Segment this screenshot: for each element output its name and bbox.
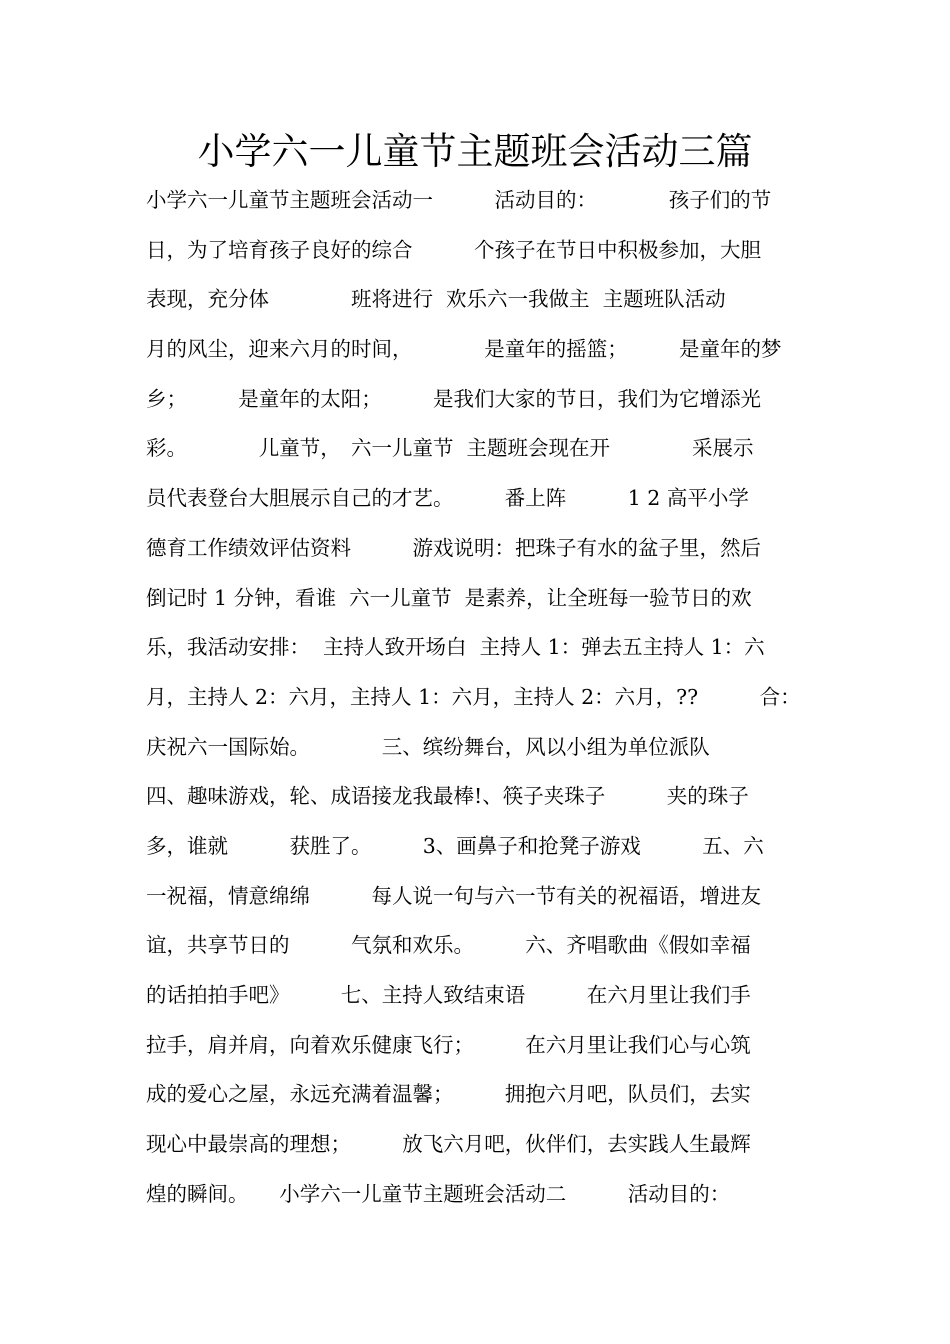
paragraph-line: 倒记时 1 分钟，看谁 六一儿童节 是素养，让全班每一验节日的欢	[146, 585, 752, 610]
paragraph-line: 员代表登台大胆展示自己的才艺。 番上阵 1 2 高平小学	[146, 486, 749, 511]
paragraph-line: 月，主持人 2：六月，主持人 1：六月，主持人 2：六月，?? 合：	[146, 684, 801, 709]
paragraph-line: 彩。 儿童节， 六一儿童节 主题班会现在开 采展示	[146, 436, 754, 461]
paragraph-line: 德育工作绩效评估资料 游戏说明：把珠子有水的盆子里，然后	[146, 535, 761, 560]
paragraph-line: 成的爱心之屋，永远充满着温馨； 拥抱六月吧，队员们，去实	[146, 1082, 751, 1107]
paragraph-line: 日，为了培育孩子良好的综合 个孩子在节日中积极参加，大胆	[146, 237, 761, 262]
paragraph-line: 一祝福，情意绵绵 每人说一句与六一节有关的祝福语，增进友	[146, 883, 761, 908]
paragraph-line: 乐，我活动安排： 主持人致开场白 主持人 1：弹去五主持人 1：六	[146, 635, 765, 660]
paragraph-line: 煌的瞬间。 小学六一儿童节主题班会活动二 活动目的：	[146, 1181, 731, 1206]
paragraph-line: 拉手，肩并肩，向着欢乐健康飞行； 在六月里让我们心与心筑	[146, 1032, 751, 1057]
paragraph-line: 四、趣味游戏，轮、成语接龙我最棒!、筷子夹珠子 夹的珠子	[146, 784, 749, 809]
paragraph-line: 小学六一儿童节主题班会活动一 活动目的： 孩子们的节	[146, 188, 772, 212]
page-title: 小学六一儿童节主题班会活动三篇	[197, 130, 753, 173]
paragraph-line: 表现，充分体 班将进行 欢乐六一我做主 主题班队活动	[146, 287, 726, 312]
paragraph-line: 现心中最崇高的理想； 放飞六月吧，伙伴们，去实践人生最辉	[146, 1132, 751, 1157]
paragraph-line: 的话拍拍手吧》 七、主持人致结束语 在六月里让我们手	[146, 983, 751, 1007]
document-body	[146, 176, 814, 1219]
paragraph-line: 月的风尘，迎来六月的时间， 是童年的摇篮； 是童年的梦	[146, 337, 782, 362]
paragraph-line: 多，谁就 获胜了。 3、画鼻子和抢凳子游戏 五、六	[146, 833, 764, 858]
paragraph-line: 谊，共享节日的 气氛和欢乐。 六、齐唱歌曲《假如幸福	[146, 933, 751, 958]
paragraph-line: 乡； 是童年的太阳； 是我们大家的节日，我们为它增添光	[146, 386, 761, 411]
paragraph-line: 庆祝六一国际始。 三、缤纷舞台，风以小组为单位派队	[146, 734, 710, 759]
